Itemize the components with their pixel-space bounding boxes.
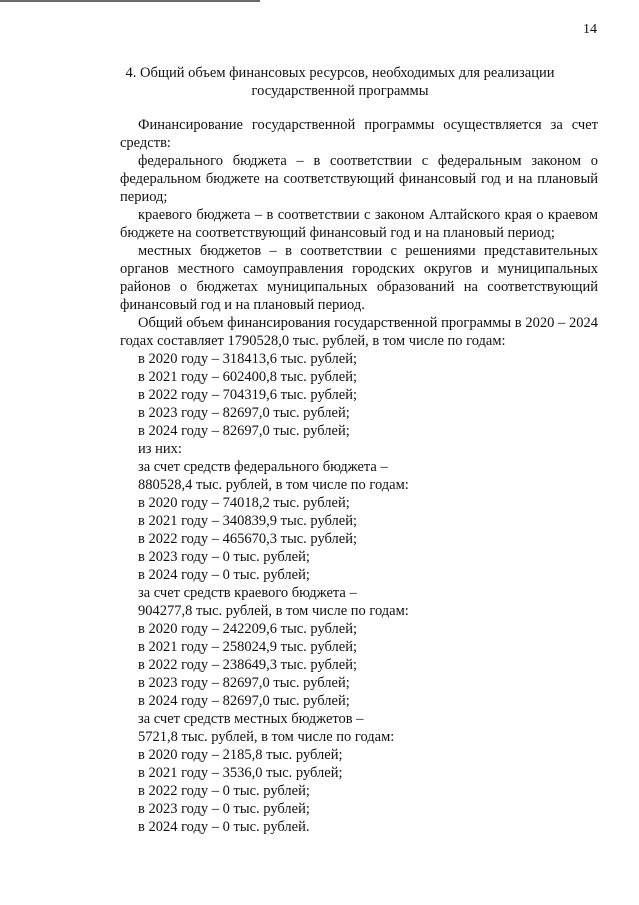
list-item: в 2024 году – 82697,0 тыс. рублей; [138, 423, 350, 439]
list-item: в 2023 году – 82697,0 тыс. рублей; [138, 405, 350, 421]
list-item: в 2022 году – 465670,3 тыс. рублей; [138, 531, 358, 547]
of-which-label: из них: [138, 441, 182, 457]
total-by-year-list [120, 350, 598, 836]
list-item: в 2023 году – 0 тыс. рублей; [138, 801, 310, 817]
list-item: в 2021 году – 3536,0 тыс. рублей; [138, 765, 343, 781]
list-item: в 2021 году – 340839,9 тыс. рублей; [138, 513, 358, 529]
total-financing-paragraph: Общий объем финансирования государственной программы в 2020 – 2024 годах составляет 1790528,0 тыс. рублей, в том числе по годам: [120, 315, 598, 349]
list-item: в 2020 году – 242209,6 тыс. рублей; [138, 621, 358, 637]
list-item: в 2023 году – 82697,0 тыс. рублей; [138, 675, 350, 691]
federal-budget-title: за счет средств федерального бюджета – [138, 459, 388, 475]
list-item: в 2024 году – 0 тыс. рублей; [138, 567, 310, 583]
source-federal-paragraph: федерального бюджета – в соответствии с федеральным законом о федеральном бюджете на соответствующий финансовый год и на плановый период; [120, 153, 598, 205]
list-item: в 2021 году – 602400,8 тыс. рублей; [138, 369, 358, 385]
list-item: в 2024 году – 82697,0 тыс. рублей; [138, 693, 350, 709]
section-heading [110, 64, 570, 100]
list-item: в 2023 году – 0 тыс. рублей; [138, 549, 310, 565]
intro-paragraph: Финансирование государственной программы осуществляется за счет средств: [120, 117, 598, 151]
list-item: в 2024 году – 0 тыс. рублей. [138, 819, 310, 835]
regional-budget-total: 904277,8 тыс. рублей, в том числе по годам: [138, 603, 409, 619]
list-item: в 2020 году – 318413,6 тыс. рублей; [138, 351, 358, 367]
list-item: в 2021 году – 258024,9 тыс. рублей; [138, 639, 358, 655]
list-item: в 2022 году – 238649,3 тыс. рублей; [138, 657, 358, 673]
regional-budget-title: за счет средств краевого бюджета – [138, 585, 357, 601]
federal-budget-total: 880528,4 тыс. рублей, в том числе по годам: [138, 477, 409, 493]
local-budget-total: 5721,8 тыс. рублей, в том числе по годам: [138, 729, 395, 745]
source-regional-paragraph: краевого бюджета – в соответствии с законом Алтайского края о краевом бюджете на соответствующий финансовый год и на плановый период; [120, 207, 598, 241]
section-heading-line-1: 4. Общий объем финансовых ресурсов, необходимых для реализации [125, 65, 555, 81]
page-number: 14 [583, 22, 597, 37]
source-local-paragraph: местных бюджетов – в соответствии с решениями представительных органов местного самоуправления городских округов и муниципальных районов о бюджетах муниципальных образований на соответствующий финансовый год и на плановый период. [120, 243, 598, 313]
body-text [120, 116, 598, 836]
local-budget-title: за счет средств местных бюджетов – [138, 711, 364, 727]
scan-edge-line [0, 0, 260, 2]
list-item: в 2020 году – 74018,2 тыс. рублей; [138, 495, 350, 511]
section-heading-line-2: государственной программы [251, 83, 429, 99]
list-item: в 2020 году – 2185,8 тыс. рублей; [138, 747, 343, 763]
list-item: в 2022 году – 0 тыс. рублей; [138, 783, 310, 799]
list-item: в 2022 году – 704319,6 тыс. рублей; [138, 387, 358, 403]
